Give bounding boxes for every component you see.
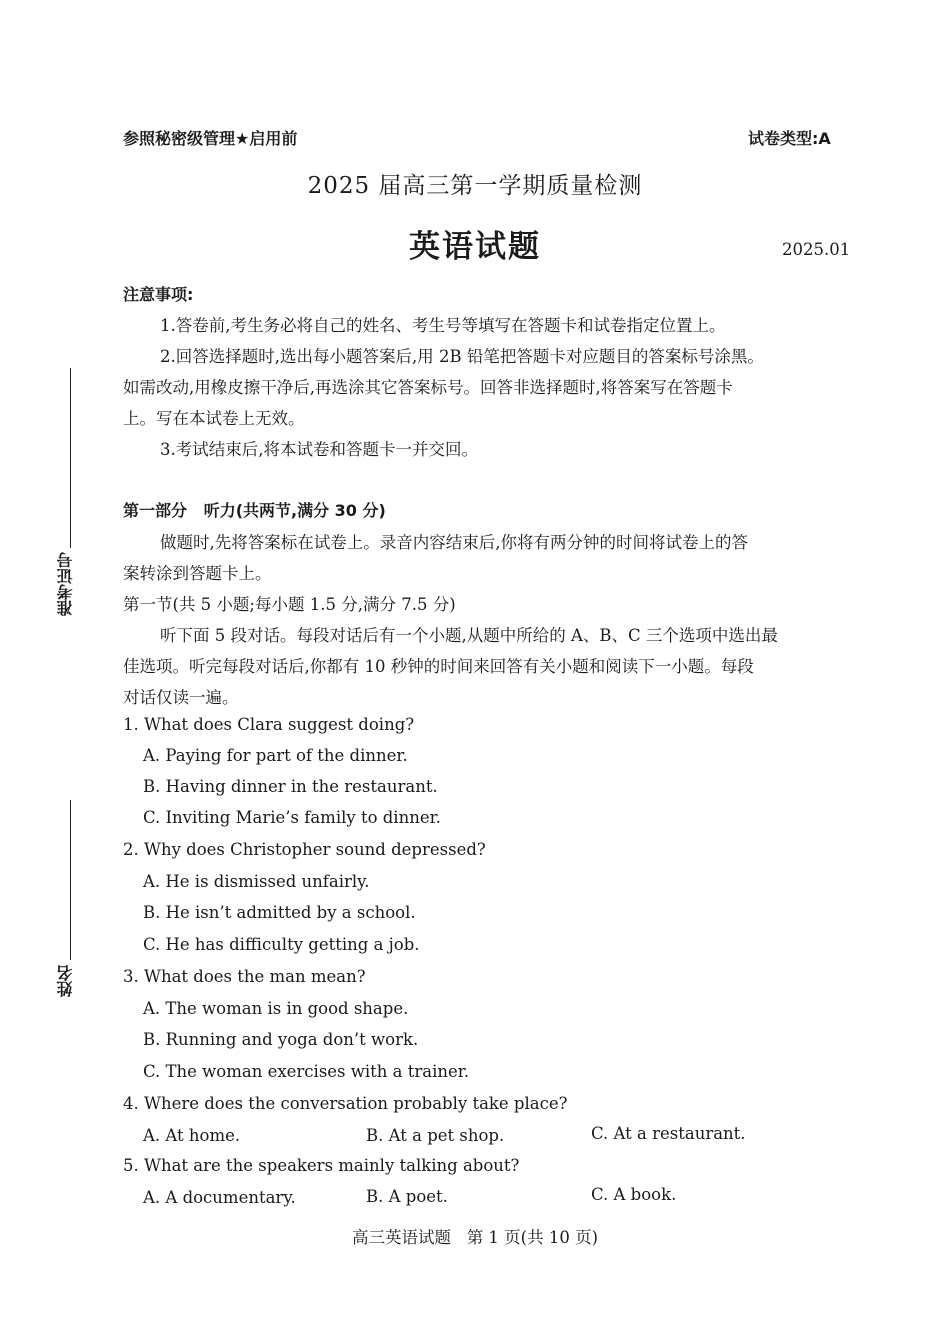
notice-item-2-line-2: 如需改动,用橡皮擦干净后,再选涂其它答案标号。回答非选择题时,将答案写在答题卡 — [123, 378, 733, 397]
name-line — [70, 800, 71, 960]
question-3: 3. What does the man mean? — [123, 967, 366, 986]
paper-type-label: 试卷类型:A — [748, 129, 831, 148]
notice-item-3: 3.考试结束后,将本试卷和答题卡一并交回。 — [160, 440, 478, 459]
question-4-option-a: A. At home. — [143, 1126, 241, 1145]
question-3-option-c: C. The woman exercises with a trainer. — [143, 1062, 470, 1081]
exam-id-label: 准考证号 — [56, 552, 75, 616]
question-4: 4. Where does the conversation probably take place? — [123, 1094, 568, 1113]
section1-instructions-line-2: 佳选项。听完每段对话后,你都有 10 秒钟的时间来回答有关小题和阅读下一小题。每段 — [123, 657, 754, 676]
confidential-label: 参照秘密级管理★启用前 — [123, 129, 298, 148]
question-2-option-c: C. He has difficulty getting a job. — [143, 935, 420, 954]
exam-title: 2025 届高三第一学期质量检测 — [307, 173, 643, 199]
name-label: 姓名 — [56, 965, 75, 997]
question-1-option-a: A. Paying for part of the dinner. — [143, 746, 408, 765]
subject-title: 英语试题 — [409, 229, 541, 265]
question-2-option-a: A. He is dismissed unfairly. — [143, 872, 370, 891]
notice-heading: 注意事项: — [123, 285, 194, 304]
notice-item-2-line-3: 上。写在本试卷上无效。 — [123, 409, 305, 428]
question-5-option-a: A. A documentary. — [143, 1188, 296, 1207]
page-footer: 高三英语试题 第 1 页(共 10 页) — [351, 1228, 599, 1247]
exam-id-line — [70, 368, 71, 548]
notice-item-2-line-1: 2.回答选择题时,选出每小题答案后,用 2B 铅笔把答题卡对应题目的答案标号涂黑。 — [160, 347, 764, 366]
section1-heading: 第一节(共 5 小题;每小题 1.5 分,满分 7.5 分) — [123, 595, 456, 614]
question-3-option-a: A. The woman is in good shape. — [143, 999, 409, 1018]
exam-date: 2025.01 — [782, 240, 851, 259]
question-3-option-b: B. Running and yoga don’t work. — [143, 1030, 419, 1049]
question-1-option-b: B. Having dinner in the restaurant. — [143, 777, 438, 796]
notice-item-1: 1.答卷前,考生务必将自己的姓名、考生号等填写在答题卡和试卷指定位置上。 — [160, 316, 726, 335]
question-5-option-b: B. A poet. — [366, 1187, 448, 1206]
part1-heading: 第一部分 听力(共两节,满分 30 分) — [123, 501, 386, 520]
question-1: 1. What does Clara suggest doing? — [123, 715, 415, 734]
question-2-option-b: B. He isn’t admitted by a school. — [143, 903, 416, 922]
question-1-option-c: C. Inviting Marie’s family to dinner. — [143, 808, 441, 827]
part1-intro-line-1: 做题时,先将答案标在试卷上。录音内容结束后,你将有两分钟的时间将试卷上的答 — [160, 533, 748, 552]
question-5: 5. What are the speakers mainly talking about? — [123, 1156, 520, 1175]
question-5-option-c: C. A book. — [591, 1185, 677, 1204]
question-4-option-b: B. At a pet shop. — [366, 1126, 505, 1145]
question-2: 2. Why does Christopher sound depressed? — [123, 840, 486, 859]
question-4-option-c: C. At a restaurant. — [591, 1124, 746, 1143]
section1-instructions-line-3: 对话仅读一遍。 — [123, 688, 239, 707]
part1-intro-line-2: 案转涂到答题卡上。 — [123, 564, 272, 583]
section1-instructions-line-1: 听下面 5 段对话。每段对话后有一个小题,从题中所给的 A、B、C 三个选项中选出最 — [160, 626, 778, 645]
